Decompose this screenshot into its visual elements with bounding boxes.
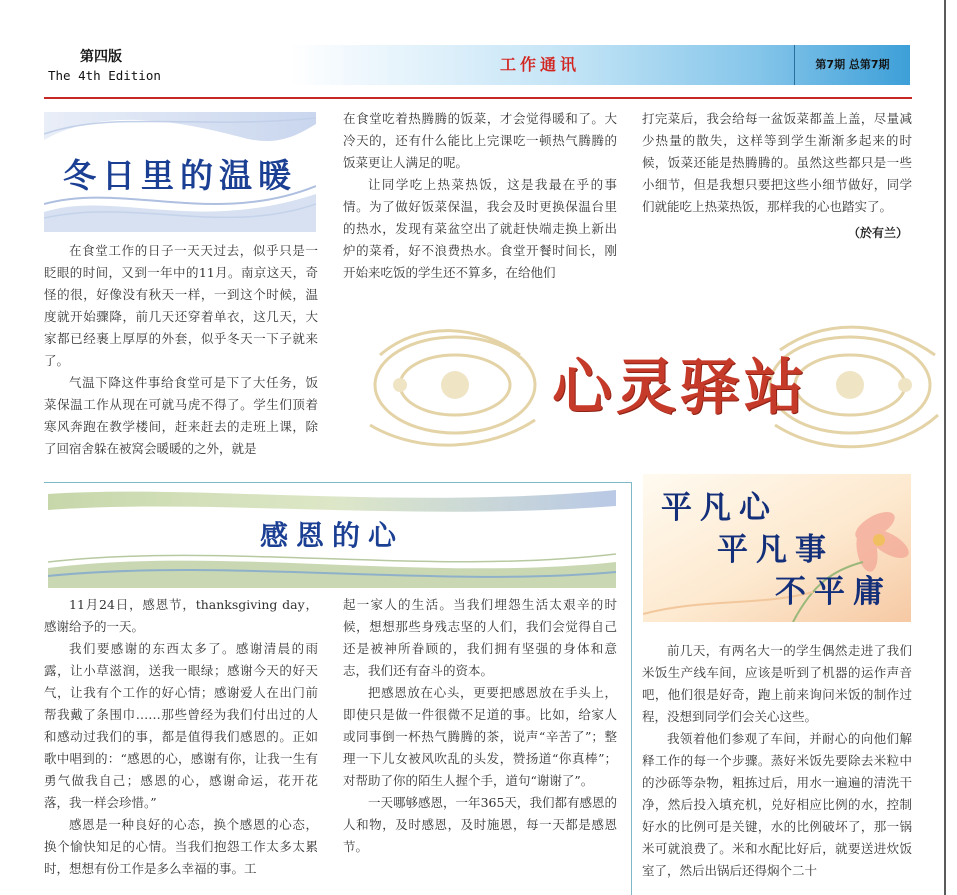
paragraph: 打完菜后，我会给每一盆饭菜都盖上盖，尽量减少热量的散失，这样等到学生渐渐多起来的时候，饭菜还能是热腾腾的。虽然这些都只是一些小细节，但是我想只要把这些小细节做好，同学们就能吃上热菜热饭，那样我的心也踏实了。: [642, 111, 912, 214]
paragraph: 气温下降这件事给食堂可是下了大任务，饭菜保温工作从现在可就马虎不得了。学生们顶着寒风奔跑在教学楼间，赶来赶去的走班上课，除了回宿舍躲在被窝会暖暖的之外，就是: [44, 375, 318, 456]
winter-article-col-3: [642, 108, 912, 244]
winter-article-col-2: [343, 108, 617, 284]
issue-number: 第7期 总第7期: [794, 45, 910, 85]
newspaper-title: 工作通讯: [499, 55, 580, 74]
winter-article-col-1: [44, 240, 318, 460]
paragraph: 起一家人的生活。当我们埋怨生活太艰辛的时候，想想那些身残志坚的人们，我们会觉得自己还是被神所眷顾的，我们拥有坚强的身体和意志，我们还有奋斗的资本。: [343, 597, 617, 678]
paragraph: 我领着他们参观了车间，并耐心的向他们解释工作的每一个步骤。蒸好米饭先要除去米粒中的沙砾等杂物，粗拣过后，用水一遍遍的清洗干净，然后投入填充机，兑好相应比例的水，控制好水的比例可是关键，水的比例破坏了，那一锅米可就浪费了。米和水配比好后，就要送进炊饭室了，然后出锅后还得焖个二十: [642, 731, 912, 878]
thanks-article-col-1: [44, 594, 318, 880]
paragraph: 感恩是一种良好的心态，换个感恩的心态，换个愉快知足的心情。当我们抱怨工作太多太累时，想想有份工作是多么幸福的事。工: [44, 817, 318, 876]
author-signature: （於有兰）: [847, 226, 908, 240]
section-banner: [360, 315, 940, 465]
paragraph: 在食堂工作的日子一天天过去，似乎只是一眨眼的时间，又到一年中的11月。南京这天，奇怪的很，好像没有秋天一样，一到这个时候，温度就开始骤降，前几天还穿着单衣，这几天，大家都已经裹上厚厚的外套，似乎冬天一下子就来了。: [44, 243, 318, 368]
paragraph: 一天哪够感恩，一年365天，我们都有感恩的人和物，及时感恩，及时施恩，每一天都是感恩节。: [343, 795, 617, 854]
thanks-banner: [48, 484, 616, 588]
paragraph: 把感恩放在心头，更要把感恩放在手头上，即使只是做一件很微不足道的事。比如，给家人或同事倒一杯热气腾腾的茶，说声“辛苦了”；整理一下儿女被风吹乱的头发，赞扬道“你真棒”；对帮助了你的陌生人握个手，道句“谢谢了”。: [343, 685, 617, 788]
paragraph: 前几天，有两名大一的学生偶然走进了我们米饭生产线车间，应该是听到了机器的运作声音吧，他们很是好奇，跑上前来询问米饭的制作过程，没想到同学们会关心这些。: [642, 643, 912, 724]
ordinary-banner-line-3: 不平庸: [775, 574, 892, 610]
winter-banner: [44, 112, 316, 232]
page-edge: [944, 0, 946, 895]
paragraph: 我们要感谢的东西太多了。感谢清晨的雨露，让小草滋润，送我一眼绿；感谢今天的好天气，让我有个工作的好心情；感谢爱人在出门前帮我戴了条围巾……那些曾经为我们付出过的人和感动过我们的事，都是值得我们感恩的。正如歌中唱到的：“感恩的心，感谢有你，让我一生有勇气做我自己；感恩的心，感谢命运，花开花落，我一样会珍惜。”: [44, 641, 318, 810]
ordinary-article-col: [642, 640, 912, 882]
ordinary-banner-line-2: 平凡事: [717, 532, 834, 568]
section-banner-title: 心灵驿站: [552, 353, 808, 423]
thanks-banner-title: 感恩的心: [259, 519, 404, 552]
edition-number-en: The 4th Edition: [48, 68, 161, 83]
edition-number-cn: 第四版: [80, 49, 122, 65]
winter-banner-title: 冬日里的温暖: [63, 156, 297, 195]
paragraph: 让同学吃上热菜热饭，这是我最在乎的事情。为了做好饭菜保温，我会及时更换保温台里的热水，发现有菜盆空出了就赶快端走换上新出炉的菜肴，好不浪费热水。食堂开餐时间长，刚开始来吃饭的学生还不算多，在给他们: [343, 177, 617, 280]
paragraph: 在食堂吃着热腾腾的饭菜，才会觉得暖和了。大冷天的，还有什么能比上完课吃一顿热气腾腾的饭菜更让人满足的呢。: [343, 111, 617, 170]
paragraph: 11月24日，感恩节，thanksgiving day，感谢给予的一天。: [44, 597, 318, 634]
header-divider: [44, 97, 912, 99]
thanks-article-col-2: [343, 594, 617, 858]
ordinary-heart-banner: [643, 474, 911, 622]
ordinary-banner-line-1: 平凡心: [661, 490, 778, 526]
